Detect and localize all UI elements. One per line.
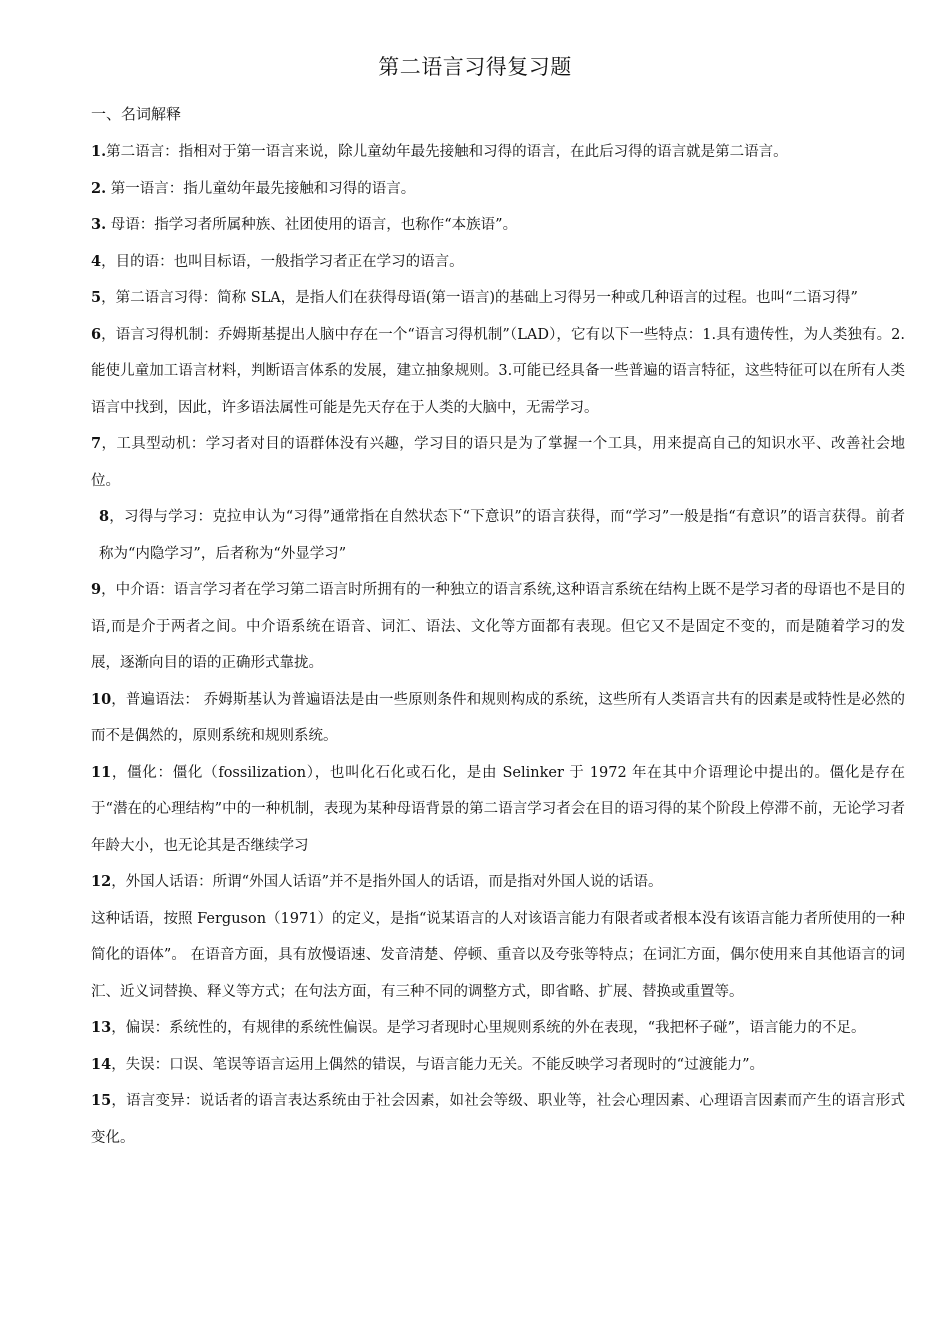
- entry-number: 5: [91, 289, 102, 306]
- entry-text: ，外国人话语：所谓“外国人话语”并不是指外国人的话语，而是指对外国人说的话语。: [111, 874, 663, 890]
- definition-entry: [91, 755, 905, 865]
- entry-text: 第一语言：指儿童幼年最先接触和习得的语言。: [106, 180, 416, 197]
- definition-entry: [91, 207, 905, 244]
- entry-text: ，普遍语法： 乔姆斯基认为普遍语法是由一些原则条件和规则构成的系统，这些所有人类语言共有的因素是或特性是必然的而不是偶然的，原则系统和规则系统。: [91, 691, 905, 744]
- entry-text: 这种话语，按照 Ferguson（1971）的定义，是指“说某语言的人对该语言能力有限者或者根本没有该语言能力者所使用的一种简化的语体”。 在语音方面，具有放慢语速、发音清楚、停顿、重音以及夸张等特点；在词汇方面，偶尔使用来自其他语言的词汇、近义词替换、释义等方式；在句法方面，有三种不同的调整方式，即省略、扩展、替换或重置等。: [91, 910, 905, 1000]
- entry-number: 6: [91, 325, 102, 343]
- entry-number: 12: [91, 873, 112, 890]
- definition-entry: [91, 864, 905, 901]
- entry-text: ，偏误：系统性的，有规律的系统性偏误。是学习者现时心里规则系统的外在表现，“我把杯子碰”，语言能力的不足。: [111, 1020, 866, 1036]
- definition-entry: [91, 134, 905, 171]
- definition-entry: [91, 901, 905, 1011]
- entry-text: ，第二语言习得：简称 SLA，是指人们在获得母语(第一语言)的基础上习得另一种或几种语言的过程。也叫“二语习得”: [101, 290, 858, 306]
- entry-text: 第二语言：指相对于第一语言来说，除儿童幼年最先接触和习得的语言，在此后习得的语言就是第二语言。: [106, 144, 788, 160]
- entry-number: 1.: [91, 143, 107, 160]
- entry-text: ，失误：口误、笔误等语言运用上偶然的错误，与语言能力无关。不能反映学习者现时的“过渡能力”。: [111, 1056, 765, 1073]
- entry-text: ，语言习得机制：乔姆斯基提出人脑中存在一个“语言习得机制”（LAD），它有以下一些特点：1.具有遗传性，为人类独有。2.能使儿童加工语言材料，判断语言体系的发展，建立抽象规则。3.可能已经具备一些普遍的语言特征，这些特征可以在所有人类语言中找到，因此，许多语法属性可能是先天存在于人类的大脑中，无需学习。: [91, 326, 905, 416]
- entry-number: 15: [91, 1092, 112, 1109]
- entry-number: 14: [91, 1055, 112, 1073]
- entry-text: ，中介语：语言学习者在学习第二语言时所拥有的一种独立的语言系统,这种语言系统在结构上既不是学习者的母语也不是目的语,而是介于两者之间。中介语系统在语音、词汇、语法、文化等方面都有表现。但它又不是固定不变的，而是随着学习的发展，逐渐向目的语的正确形式靠拢。: [91, 582, 905, 671]
- definition-entry: [91, 171, 905, 208]
- definition-entry: [91, 426, 905, 499]
- entry-number: 7: [91, 435, 102, 452]
- entry-text: ，僵化：僵化（fossilization），也叫化石化或石化，是由 Selinker 于 1972 年在其中介语理论中提出的。僵化是存在于“潜在的心理结构”中的一种机制，表现为某种母语背景的第二语言学习者会在目的语习得的某个阶段上停滞不前，无论学习者年龄大小，也无论其是否继续学习: [91, 764, 905, 854]
- definition-entry: [91, 317, 905, 427]
- entry-number: 13: [91, 1019, 112, 1036]
- entry-number: 2.: [91, 179, 107, 197]
- definition-entry: [91, 1083, 905, 1156]
- entry-text: ，目的语：也叫目标语，一般指学习者正在学习的语言。: [101, 253, 464, 270]
- entry-text: ，工具型动机：学习者对目的语群体没有兴趣，学习目的语只是为了掌握一个工具，用来提高自己的知识水平、改善社会地位。: [91, 436, 905, 489]
- entry-text: ，语言变异：说话者的语言表达系统由于社会因素，如社会等级、职业等，社会心理因素、心理语言因素而产生的语言形式变化。: [91, 1093, 905, 1146]
- definition-entry: [91, 682, 905, 755]
- entry-text: 母语：指学习者所属种族、社团使用的语言，也称作“本族语”。: [106, 217, 518, 233]
- definition-entry: [91, 1010, 905, 1047]
- definition-entry: [91, 1047, 905, 1084]
- entry-number: 10: [91, 690, 112, 708]
- definition-entry: [91, 280, 905, 317]
- definition-list: [91, 134, 905, 1156]
- definition-entry: [91, 244, 905, 281]
- entry-number: 9: [91, 581, 102, 598]
- entry-number: 3.: [91, 216, 107, 233]
- entry-text: ，习得与学习：克拉申认为“习得”通常指在自然状态下“下意识”的语言获得，而“学习”一般是指“有意识”的语言获得。前者称为“内隐学习”，后者称为“外显学习”: [99, 509, 905, 562]
- definition-entry: [91, 572, 905, 682]
- entry-number: 4: [91, 252, 102, 270]
- entry-number: 11: [91, 763, 112, 781]
- section-heading: 一、名词解释: [91, 105, 182, 123]
- page-title: 第二语言习得复习题: [378, 55, 572, 79]
- definition-entry: [91, 499, 905, 572]
- entry-number: 8: [99, 508, 110, 525]
